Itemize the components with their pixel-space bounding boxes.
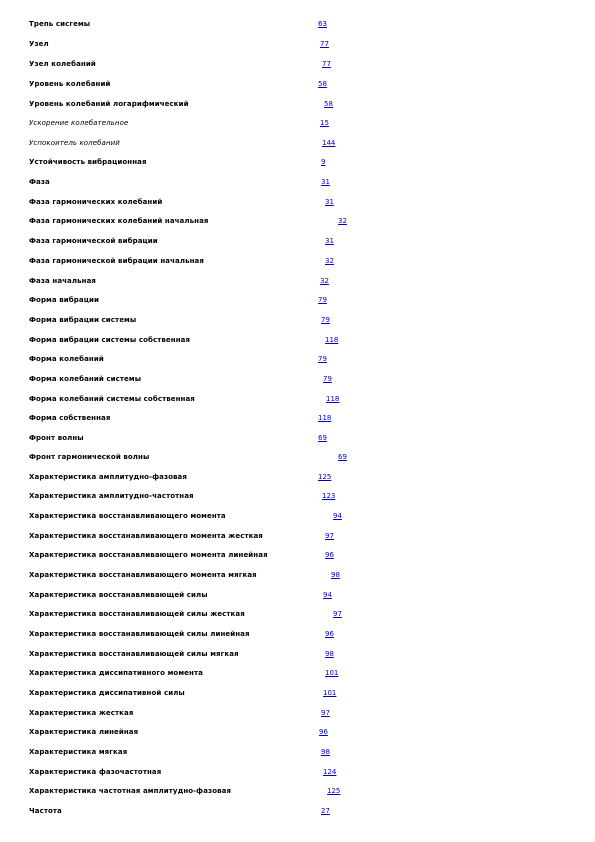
index-entry (0, 138, 595, 154)
page-number-link[interactable]: 96 (325, 551, 334, 559)
page-number-link[interactable]: 77 (320, 40, 329, 48)
index-entry (0, 570, 595, 586)
index-term: Форма колебаний системы (29, 375, 142, 383)
index-term: Фаза гармонических колебаний начальная (29, 217, 209, 225)
index-entry (0, 531, 595, 547)
index-entry (0, 394, 595, 410)
index-entry (0, 59, 595, 75)
index-term: Устойчивость вибрационная (29, 158, 147, 166)
page-number-link[interactable]: 79 (321, 316, 330, 324)
index-entry (0, 315, 595, 331)
index-entry (0, 688, 595, 704)
index-entry (0, 295, 595, 311)
page-number-link[interactable]: 96 (319, 728, 328, 736)
page-number-link[interactable]: 32 (338, 217, 347, 225)
index-entry (0, 629, 595, 645)
index-term: Характеристика частотная амплитудно-фазовая (29, 787, 232, 795)
index-entry (0, 335, 595, 351)
page-number-link[interactable]: 79 (323, 375, 332, 383)
index-entry (0, 609, 595, 625)
index-entry (0, 276, 595, 292)
index-entry (0, 413, 595, 429)
page-number-link[interactable]: 15 (320, 119, 329, 127)
index-entry (0, 727, 595, 743)
page-number-link[interactable]: 97 (321, 709, 330, 717)
index-term: Фаза гармонической вибрации (29, 237, 158, 245)
page-number-link[interactable]: 58 (318, 80, 327, 88)
page-number-link[interactable]: 31 (321, 178, 330, 186)
index-term: Форма вибрации системы собственная (29, 336, 191, 344)
index-term: Характеристика диссипативного момента (29, 669, 203, 677)
index-entry (0, 806, 595, 822)
index-entry (0, 472, 595, 488)
page-number-link[interactable]: 69 (318, 434, 327, 442)
page-number-link[interactable]: 79 (318, 296, 327, 304)
index-entry (0, 256, 595, 272)
index-entry (0, 550, 595, 566)
index-entry (0, 197, 595, 213)
page-number-link[interactable]: 125 (318, 473, 332, 481)
page-number-link[interactable]: 118 (325, 336, 339, 344)
index-term: Уровень колебаний логарифмический (29, 100, 189, 108)
page-number-link[interactable]: 125 (327, 787, 341, 795)
index-entry (0, 236, 595, 252)
index-term: Фаза гармонической вибрации начальная (29, 257, 204, 265)
page-number-link[interactable]: 118 (318, 414, 332, 422)
index-entry (0, 39, 595, 55)
page-number-link[interactable]: 98 (325, 650, 334, 658)
index-term: Характеристика диссипативной силы (29, 689, 185, 697)
index-term: Характеристика восстанавливающего момента жесткая (29, 532, 263, 540)
page-number-link[interactable]: 94 (333, 512, 342, 520)
index-term: Характеристика линейная (29, 728, 139, 736)
index-term: Форма колебаний системы собственная (29, 395, 195, 403)
index-term: Трепь сисгемы (29, 20, 91, 28)
index-entry (0, 452, 595, 468)
index-term: Фаза начальная (29, 277, 96, 285)
index-term: Форма собственная (29, 414, 111, 422)
index-entry (0, 374, 595, 390)
page-number-link[interactable]: 123 (322, 492, 336, 500)
index-term: Успокоитель колебаний (29, 139, 120, 147)
index-entry (0, 786, 595, 802)
index-entry (0, 649, 595, 665)
index-entry (0, 747, 595, 763)
page-number-link[interactable]: 98 (331, 571, 340, 579)
page-number-link[interactable]: 58 (324, 100, 333, 108)
index-term: Фаза гармонических колебаний (29, 198, 163, 206)
index-entry (0, 118, 595, 134)
index-entry (0, 433, 595, 449)
index-term: Фронт гармонической волны (29, 453, 150, 461)
page-number-link[interactable]: 94 (323, 591, 332, 599)
index-term: Характеристика восстанавливающей силы жесткая (29, 610, 245, 618)
index-term: Характеристика фазочастотная (29, 768, 162, 776)
index-term: Характеристика восстанавливающей силы линейная (29, 630, 250, 638)
index-entry (0, 668, 595, 684)
index-term: Частота (29, 807, 62, 815)
index-term: Характеристика восстанавливающего момента (29, 512, 226, 520)
page-number-link[interactable]: 97 (333, 610, 342, 618)
index-term: Характеристика восстанавливающей силы мягкая (29, 650, 239, 658)
index-term: Характеристика жесткая (29, 709, 134, 717)
page-number-link[interactable]: 77 (322, 60, 331, 68)
page-number-link[interactable]: 101 (323, 689, 337, 697)
index-term: Узел (29, 40, 49, 48)
index-term: Характеристика амплитудно-фазовая (29, 473, 187, 481)
index-entry (0, 511, 595, 527)
index-term: Характеристика восстанавливающего момента линейная (29, 551, 268, 559)
page-number-link[interactable]: 9 (321, 158, 326, 166)
index-entry (0, 19, 595, 35)
index-term: Форма вибрации системы (29, 316, 137, 324)
index-entry (0, 99, 595, 115)
page-number-link[interactable]: 79 (318, 355, 327, 363)
index-entry (0, 590, 595, 606)
index-term: Фронт волны (29, 434, 84, 442)
index-entry (0, 491, 595, 507)
index-term: Характеристика восстанавливающего момента мягкая (29, 571, 257, 579)
index-term: Характеристика мягкая (29, 748, 128, 756)
index-entry (0, 177, 595, 193)
page-number-link[interactable]: 96 (325, 630, 334, 638)
index-term: Характеристика амплитудно-частотная (29, 492, 194, 500)
index-entry (0, 767, 595, 783)
index-term: Форма колебаний (29, 355, 104, 363)
page-number-link[interactable]: 31 (325, 237, 334, 245)
index-term: Ускорение колебательное (29, 119, 129, 127)
page-number-link[interactable]: 32 (320, 277, 329, 285)
page-number-link[interactable]: 32 (325, 257, 334, 265)
index-entry (0, 79, 595, 95)
page-number-link[interactable]: 101 (325, 669, 339, 677)
index-term: Фаза (29, 178, 50, 186)
page-number-link[interactable]: 144 (322, 139, 336, 147)
index-entry (0, 216, 595, 232)
page-number-link[interactable]: 97 (325, 532, 334, 540)
page-number-link[interactable]: 69 (338, 453, 347, 461)
index-entry (0, 157, 595, 173)
index-term: Уровень колебаний (29, 80, 111, 88)
index-term: Форма вибрации (29, 296, 99, 304)
index-term: Характеристика восстанавливающей силы (29, 591, 208, 599)
page-number-link[interactable]: 27 (321, 807, 330, 815)
index-entry (0, 708, 595, 724)
page-number-link[interactable]: 63 (318, 20, 327, 28)
index-term: Узел колебаний (29, 60, 96, 68)
page-number-link[interactable]: 31 (325, 198, 334, 206)
index-entry (0, 354, 595, 370)
page-number-link[interactable]: 124 (323, 768, 337, 776)
page-number-link[interactable]: 98 (321, 748, 330, 756)
page-number-link[interactable]: 118 (326, 395, 340, 403)
